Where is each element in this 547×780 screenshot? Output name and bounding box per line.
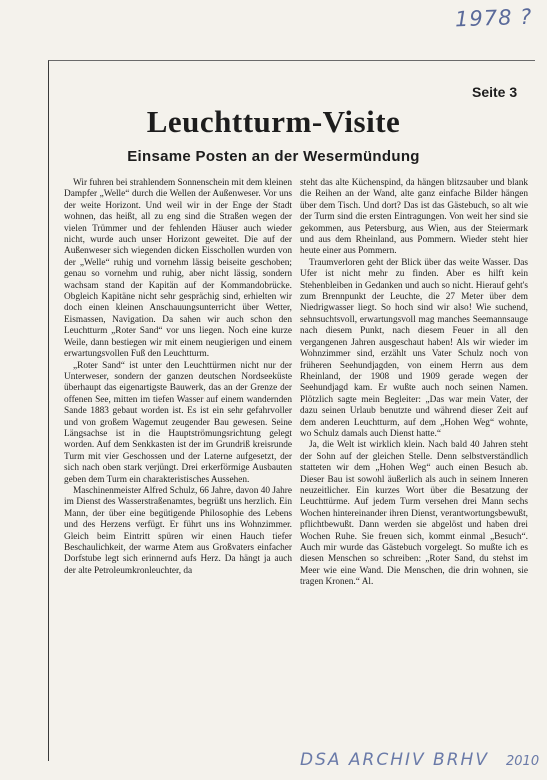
archive-stamp: DSA ARCHIV BRHV — [300, 750, 489, 770]
column-right — [300, 178, 528, 738]
column-left — [64, 178, 292, 738]
paragraph: Maschinenmeister Alfred Schulz, 66 Jahre, davon 40 Jahre im Dienst des Wasserstraßenamtes, begrüßt uns herzlich. Ein Mann, der über eine begütigende Philosophie des Lebens und des Herzens verfügt. Er führt uns ins Wohnzimmer. Gleich beim Eintritt spüren wir einen Hauch tiefer Beschaulichkeit, der warme Atem aus Großvaters einfacher Dorfstube legt sich erinnernd aufs Herz. Da hängt ja auch der alte Petroleumkronleuchter, da — [64, 485, 292, 576]
paragraph: steht das alte Küchenspind, da hängen blitzsauber und blank die Reihen an der Wand, alte ganz einfache Bilder hängen über dem Tisch. Und dort? Das ist das Gästebuch, so alt wie der Turm sind die ersten Eintragungen. Von weit her sind sie gekommen, aus Petersburg, aus Wien, aus der Steiermark und aus dem Rheinland, aus Pommern. Wieder steht hier heute einer aus Pommern. — [300, 178, 528, 257]
handwritten-date: 1978 ? — [454, 4, 533, 32]
page-number: Seite 3 — [472, 84, 518, 100]
article-subheadline: Einsame Posten an der Wesermündung — [127, 148, 420, 165]
article-body — [64, 178, 528, 738]
archive-number: 2010 — [506, 754, 540, 769]
paragraph: Wir fuhren bei strahlendem Sonnenschein mit dem kleinen Dampfer „Welle“ durch die Wellen der Außenweser. Vor uns der weite Horizont. Und weil wir in der Enge der Stadt wohnen, das heißt, all zu eng sind die Straßen wegen der vielen Trümmer und der fehlenden Häuser auch wieder nicht, wurde auch unser Horizont geweitet. Die auf der Außenweser sich wiegenden dicken Eisschollen wurden von der „Welle“ ruhig und vornehm lässig beiseite geschoben; genau so vornehm und ruhig, aber nicht lässig, sondern wachsam stand der Kapitän auf der Kommandobrücke. Obgleich Kapitäne nicht sehr gesprächig sind, erhielten wir doch einen kleinen Anschauungsunterricht über Wetter, Eismassen, Navigation. Da sahen wir auch schon den Leuchtturm „Roter Sand“ vor uns liegen. Noch eine kurze Weile, dann bestiegen wir mit einem neugierigen und einem erwartungsvollen Fuß den Leuchtturm. — [64, 178, 292, 360]
paragraph: Traumverloren geht der Blick über das weite Wasser. Das Ufer ist nicht mehr zu finden. Aber es hilft kein Stehenbleiben in Gedanken und auch so nicht. Hierauf geht's zum Brennpunkt der Leuchte, die 27 Meter über dem Niedrigwasser liegt. So hoch sind wir also! Wie suchend, sehnsuchtsvoll, erwartungsvoll mag manches Seemannsauge nach diesem Punkt, nach diesem Feuer in all den vergangenen Jahren ausgeschaut haben! Als wir wieder im Wohnzimmer sind, erzählt uns Vater Schulz noch von früheren Seehundjagden, von einem Herrn aus dem Rheinland, der 1908 und 1909 gerade wegen der Seehundjagd kam. Er wußte auch noch seinen Namen. Plötzlich sagte mein Begleiter: „Das war mein Vater, der dazu seinen Urlaub benutzte und während dieser Zeit auf dem anderen Leuchtturm, auf dem „Hohen Weg“ wohnte, wo Schulz damals auch Dienst hatte.“ — [300, 257, 528, 439]
article-headline: Leuchtturm-Visite — [146, 104, 401, 139]
paragraph: „Roter Sand“ ist unter den Leuchttürmen nicht nur der Unterweser, sondern der ganzen deutschen Nordseeküste überhaupt das eigenartigste Bauwerk, das an der Grenze der offenen See, mitten im tiefen Wasser auf einem wandernden Sande 1883 gebaut worden ist. Es ist ein sehr gefahrvoller und von großem Wagemut zeugender Bau gewesen. Seine Längsachse ist in die Hauptströmungsrichtung gelegt worden. Auf dem Senkkasten ist der im Grundriß kreisrunde Turm mit vier Geschossen und der Laterne aufgesetzt, der sich nach oben stark verjüngt. Drei erkerförmige Ausbauten geben dem Turm ein charakteristisches Aussehen. — [64, 360, 292, 485]
paragraph: Ja, die Welt ist wirklich klein. Nach bald 40 Jahren steht der Sohn auf der gleichen Stelle. Denn selbstverständlich statteten wir dem „Hohen Weg“ auch einen Besuch ab. Dieser Bau ist sowohl äußerlich als auch in seinem Inneren neuzeitlicher. Ein kurzes Wort über die Besatzung der Leuchttürme. Auf jedem Turm versehen drei Mann sechs Wochen hintereinander ihren Dienst, verantwortungsbewußt, pflichtbewußt. Dann werden sie abgelöst und haben drei Wochen Ruhe. Sie freuen sich, kommt einmal „Besuch“. Auch mir wurde das Gästebuch vorgelegt. So mußte ich es diesen Menschen so schreiben: „Roter Sand, du stehst im Meer wie eine Wand. Die Menschen, die drin wohnen, sie tragen Kronen.“ Al. — [300, 440, 528, 588]
